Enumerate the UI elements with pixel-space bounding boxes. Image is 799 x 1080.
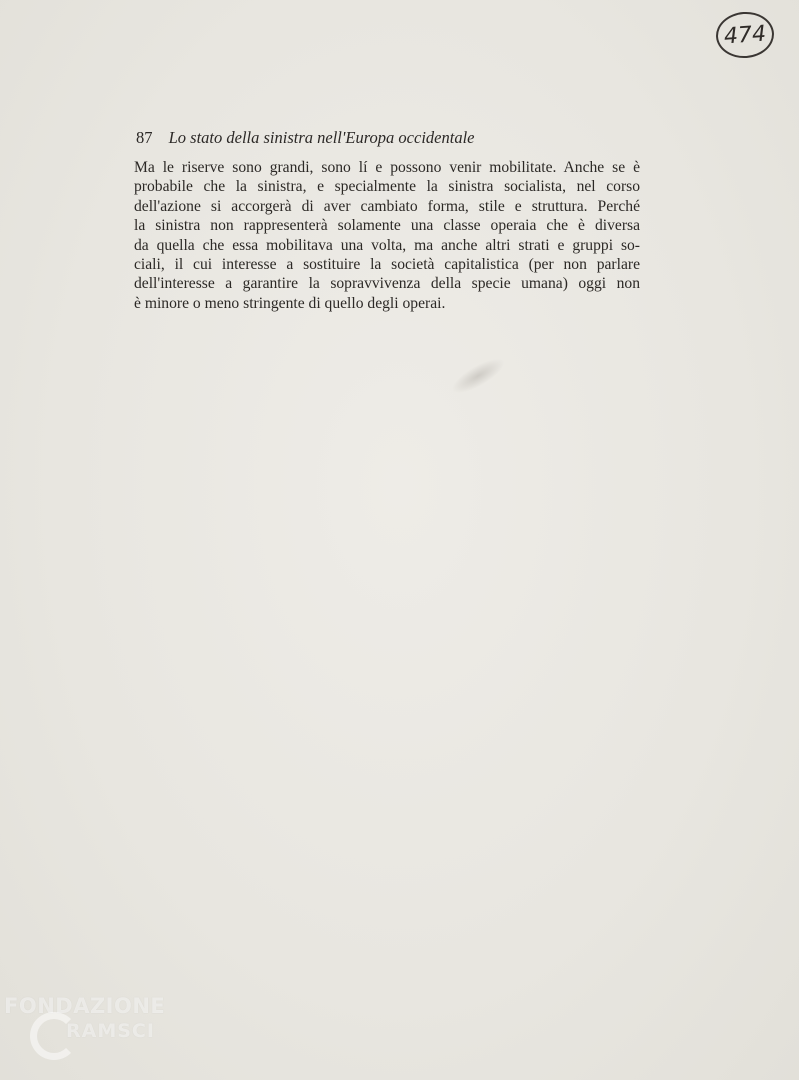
watermark-line1: FONDAZIONE bbox=[4, 994, 166, 1018]
archive-number: 474 bbox=[723, 21, 767, 49]
text-line: da quella che essa mobilitava una volta, ma anche altri strati e gruppi so- bbox=[134, 236, 640, 254]
text-line: dell'interesse a garantire la sopravvivenza della specie umana) oggi non bbox=[134, 275, 640, 293]
body-paragraph bbox=[134, 158, 640, 313]
text-line: dell'azione si accorgerà di aver cambiato forma, stile e struttura. Perché bbox=[134, 197, 640, 215]
foundation-watermark bbox=[0, 990, 200, 1080]
chapter-title: Lo stato della sinistra nell'Europa occidentale bbox=[168, 128, 475, 147]
text-line: ciali, il cui interesse a sostituire la società capitalistica (per non parlare bbox=[134, 256, 640, 274]
paper-smudge bbox=[447, 352, 509, 399]
text-line: Ma le riserve sono grandi, sono lí e possono venir mobilitate. Anche se è bbox=[134, 159, 640, 176]
page-number: 87 bbox=[136, 128, 153, 147]
watermark-g-logo-icon bbox=[30, 1012, 78, 1060]
text-line: è minore o meno stringente di quello degli operai. bbox=[134, 294, 446, 312]
watermark-line2: RAMSCI bbox=[66, 1020, 155, 1042]
text-line: probabile che la sinistra, e specialmente la sinistra socialista, nel corso bbox=[134, 178, 640, 196]
archive-number-stamp bbox=[714, 10, 775, 60]
running-head bbox=[136, 128, 474, 148]
text-line: la sinistra non rappresenterà solamente una classe operaia che è diversa bbox=[134, 217, 640, 235]
